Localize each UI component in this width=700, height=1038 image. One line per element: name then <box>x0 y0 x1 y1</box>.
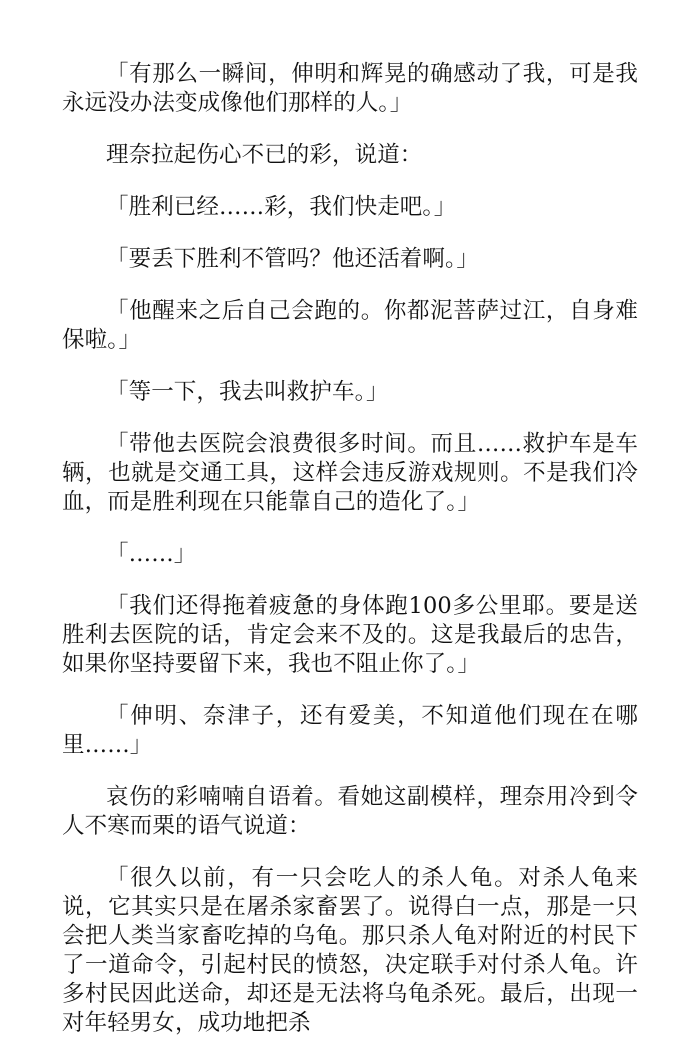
paragraph-11: 哀伤的彩喃喃自语着。看她这副模样，理奈用冷到令人不寒而栗的语气说道： <box>62 784 638 839</box>
paragraph-10: 「伸明、奈津子，还有爱美，不知道他们现在在哪里……」 <box>62 703 638 758</box>
paragraph-1: 「有那么一瞬间，伸明和辉晃的确感动了我，可是我永远没办法变成像他们那样的人。」 <box>62 61 638 116</box>
paragraph-5: 「他醒来之后自己会跑的。你都泥菩萨过江，自身难保啦。」 <box>62 298 638 353</box>
paragraph-12: 「很久以前，有一只会吃人的杀人龟。对杀人龟来说，它其实只是在屠杀家畜罢了。说得白一点，那是一只会把人类当家畜吃掉的乌龟。那只杀人龟对附近的村民下了一道命令，引起村民的愤怒，决定联手对付杀人龟。许多村民因此送命，却还是无法将乌龟杀死。最后，出现一对年轻男女，成功地把杀 <box>62 865 638 1036</box>
document-page <box>62 60 638 1038</box>
paragraph-3: 「胜利已经……彩，我们快走吧。」 <box>106 194 457 220</box>
paragraph-9: 「我们还得拖着疲惫的身体跑100多公里耶。要是送胜利去医院的话，肯定会来不及的。这是我最后的忠告，如果你坚持要留下来，我也不阻止你了。」 <box>62 593 638 677</box>
paragraph-2: 理奈拉起伤心不已的彩，说道： <box>106 142 423 168</box>
paragraph-6: 「等一下，我去叫救护车。」 <box>106 379 389 405</box>
paragraph-4: 「要丢下胜利不管吗？他还活着啊。」 <box>106 246 479 272</box>
paragraph-7: 「带他去医院会浪费很多时间。而且……救护车是车辆，也就是交通工具，这样会违反游戏规则。不是我们冷血，而是胜利现在只能靠自己的造化了。」 <box>62 431 638 515</box>
paragraph-8: 「……」 <box>106 541 197 567</box>
